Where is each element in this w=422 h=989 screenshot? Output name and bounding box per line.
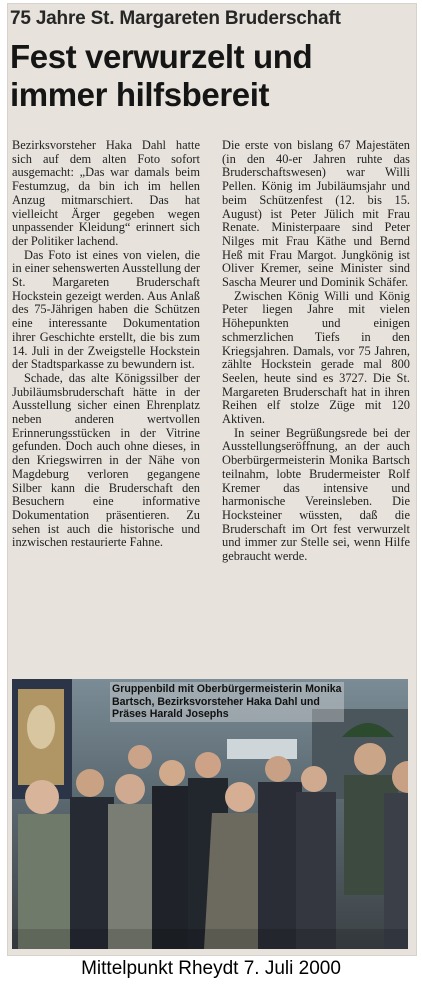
article-column-left	[12, 139, 200, 550]
paragraph: Bezirksvorsteher Haka Dahl hatte sich auf dem alten Foto sofort ausgemacht: „Das war damals beim Festumzug, da bin ich im hellen Anzug mitmarschiert. Das hat vielleicht Ärger gegeben wegen unpassender Kleidung“ erinnert sich der Politiker lachend.	[12, 138, 200, 248]
headline-line-2: immer hilfsbereit	[10, 76, 270, 113]
headline-line-1: Fest verwurzelt und	[10, 38, 313, 75]
paragraph: Zwischen König Willi und König Peter liegen Jahre mit vielen Höhepunkten und einigen schmerzlichen Tiefs in den Kriegsjahren. Damals, vor 75 Jahren, zählte Hockstein gerade mal 800 Seelen, heute sind es 3727. Die St. Margareten Bruderschaft hat in ihren Reihen elf stolze Züge mit 120 Aktiven.	[222, 288, 410, 427]
photo-caption: Gruppenbild mit Oberbürgermeisterin Monika Bartsch, Bezirksvorsteher Haka Dahl und Präses Harald Josephs	[110, 682, 344, 722]
paragraph: Die erste von bislang 67 Majestäten (in den 40-er Jahren ruhte das Bruderschaftswesen) war Willi Pellen. König im Jubiläumsjahr und beim Schützenfest (12. bis 15. August) ist Peter Jülich mit Frau Renate. Ministerpaare sind Peter Nilges mit Frau Käthe und Bernd Heß mit Frau Margot. Jungkönig ist Oliver Kremer, seine Minister sind Sascha Meurer und Dominik Schäfer.	[222, 138, 410, 290]
paragraph: In seiner Begrüßungsrede bei der Ausstellungseröffnung, an der auch Oberbürgermeisterin Monika Bartsch teilnahm, lobte Brudermeister Rolf Kremer das intensive und harmonische Vereinsleben. Die Hocksteiner wüssten, daß die Bruderschaft im Ort fest verwurzelt und immer zur Stelle sei, wenn Hilfe gebraucht werde.	[222, 425, 410, 564]
paragraph: Schade, das alte Königssilber der Jubiläumsbruderschaft hätte in der Ausstellung sicher einen Ehrenplatz neben anderen wertvollen Erinnerungsstücken in der Vitrine gefunden. Doch auch ohne dieses, in den Kriegswirren in der Nähe von Magdeburg verloren gegangene Silber kann die Bruderschaft den Besuchern eine informative Dokumentation präsentieren. Zu sehen ist auch die historische und inzwischen restaurierte Fahne.	[12, 370, 200, 550]
article-kicker: 75 Jahre St. Margareten Bruderschaft	[10, 8, 341, 29]
article-headline	[10, 38, 408, 114]
paragraph: Das Foto ist eines von vielen, die in einer sehenswerten Ausstellung der St. Margareten Bruderschaft Hockstein gezeigt werden. Aus Anlaß des 75-Jährigen haben die Schützen eine interessante Dokumentation ihrer Geschichte erstellt, die bis zum 14. Juli in der Zweigstelle Hockstein der Stadtsparkasse zu bewundern ist.	[12, 247, 200, 372]
article-column-right	[222, 139, 410, 564]
source-citation: Mittelpunkt Rheydt 7. Juli 2000	[81, 958, 341, 979]
